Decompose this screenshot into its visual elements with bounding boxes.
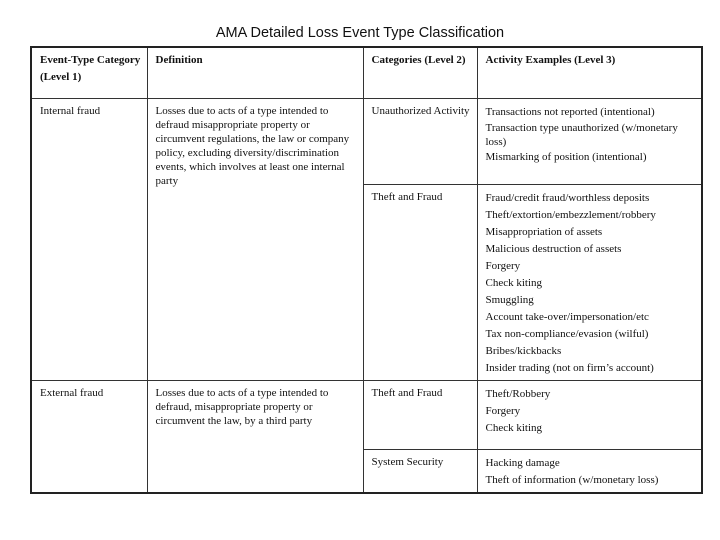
example-item: Check kiting [485, 276, 543, 289]
example-item: Forgery [485, 259, 521, 272]
header-category: Event-Type Category (Level 1) [31, 47, 147, 98]
example-item: Smuggling [485, 293, 534, 306]
subcategory-cell: Theft and Fraud [363, 184, 477, 380]
page-title: AMA Detailed Loss Event Type Classification [215, 25, 505, 41]
example-item: Transaction type unauthorized (w/monetary loss) [485, 121, 678, 148]
example-item: Misappropriation of assets [485, 225, 603, 238]
example-item: Tax non-compliance/evasion (wilful) [485, 327, 649, 340]
subcategory-cell: Unauthorized Activity [363, 98, 477, 184]
example-item: Theft/extortion/embezzlement/robbery [485, 208, 656, 221]
subcategory-cell: System Security [363, 449, 477, 493]
example-item: Check kiting [485, 421, 543, 434]
examples-cell [477, 184, 702, 380]
example-item: Insider trading (not on firm’s account) [485, 361, 654, 374]
example-item: Theft/Robbery [485, 387, 551, 400]
table-row [31, 380, 702, 449]
examples-cell [477, 380, 702, 449]
example-item: Theft of information (w/monetary loss) [485, 473, 659, 486]
example-item: Hacking damage [485, 456, 560, 469]
definition-cell: Losses due to acts of a type intended to defraud, misappropriate property or circumvent the law, by a third party [147, 380, 363, 493]
header-row [31, 47, 702, 98]
header-subcategory: Categories (Level 2) [363, 47, 477, 98]
subcategory-cell: Theft and Fraud [363, 380, 477, 449]
examples-cell [477, 449, 702, 493]
example-item: Fraud/credit fraud/worthless deposits [485, 191, 650, 204]
example-item: Bribes/kickbacks [485, 344, 562, 357]
definition-cell: Losses due to acts of a type intended to defraud misappropriate property or circumvent regulations, the law or company policy, excluding diversity/discrimination events, which involves at least one internal party [147, 98, 363, 380]
example-item: Transactions not reported (intentional) [485, 105, 655, 118]
example-item: Mismarking of position (intentional) [485, 150, 647, 163]
loss-event-table [30, 46, 703, 494]
example-item: Malicious destruction of assets [485, 242, 622, 255]
examples-cell [477, 98, 702, 184]
example-item: Forgery [485, 404, 521, 417]
header-examples: Activity Examples (Level 3) [477, 47, 702, 98]
category-cell: Internal fraud [31, 98, 147, 380]
category-cell: External fraud [31, 380, 147, 493]
header-definition: Definition [147, 47, 363, 98]
table-row [31, 98, 702, 184]
example-item: Account take-over/impersonation/etc [485, 310, 649, 323]
